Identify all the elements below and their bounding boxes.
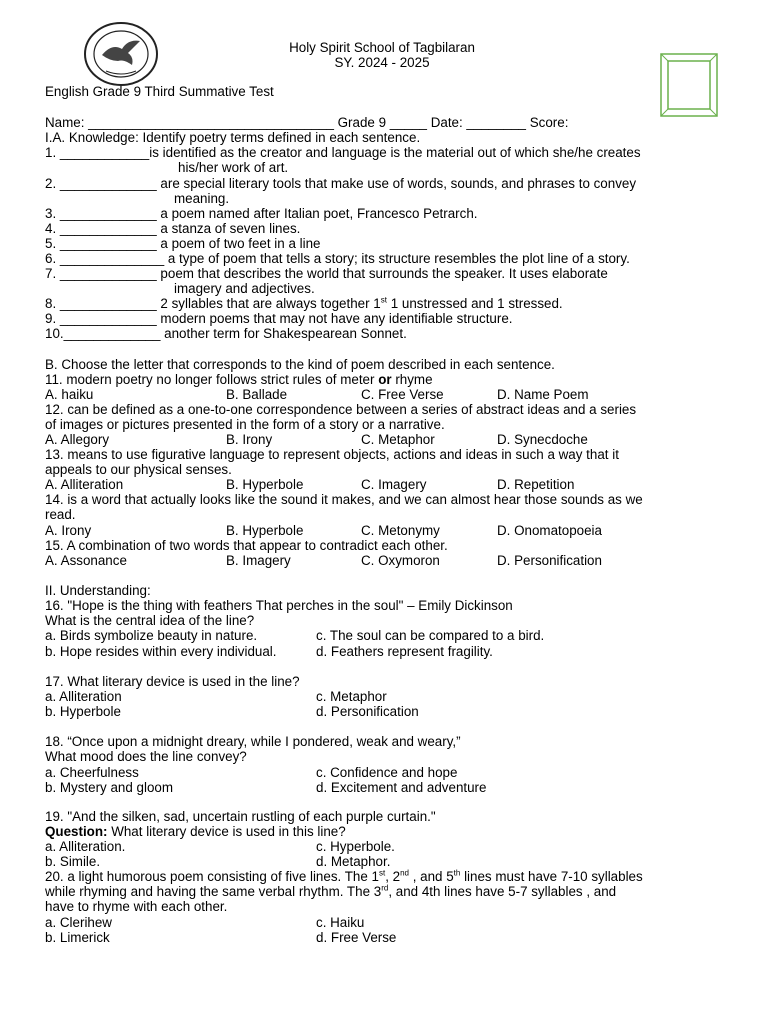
school-name: Holy Spirit School of Tagbilaran — [289, 40, 475, 55]
option[interactable]: b. Limerick — [45, 930, 110, 945]
option[interactable]: C. Free Verse — [361, 387, 444, 402]
option[interactable]: a. Clerihew — [45, 915, 112, 930]
option[interactable]: c. Confidence and hope — [316, 765, 458, 780]
option[interactable]: D. Personification — [497, 553, 602, 568]
option[interactable]: d. Excitement and adventure — [316, 780, 487, 795]
test-title: English Grade 9 Third Summative Test — [45, 84, 274, 99]
option[interactable]: a. Alliteration — [45, 689, 122, 704]
q19: 19. "And the silken, sad, uncertain rustling of each purple curtain." — [45, 809, 436, 824]
option[interactable]: b. Hyperbole — [45, 704, 121, 719]
option[interactable]: c. Metaphor — [316, 689, 387, 704]
q17: 17. What literary device is used in the line? — [45, 674, 300, 689]
option[interactable]: A. haiku — [45, 387, 94, 402]
option[interactable]: d. Metaphor. — [316, 854, 391, 869]
item-9: 9. _____________ modern poems that may not have any identifiable structure. — [45, 311, 513, 326]
option[interactable]: B. Imagery — [226, 553, 291, 568]
q20-cont2: have to rhyme with each other. — [45, 899, 228, 914]
q15: 15. A combination of two words that appear to contradict each other. — [45, 538, 448, 553]
item-6: 6. ______________ a type of poem that tells a story; its structure resembles the plot line of a story. — [45, 251, 630, 266]
item-1-cont: his/her work of art. — [178, 160, 289, 175]
option[interactable]: A. Irony — [45, 523, 92, 538]
school-seal — [82, 21, 160, 87]
q16: 16. "Hope is the thing with feathers That perches in the soul" – Emily Dickinson — [45, 598, 513, 613]
item-10: 10._____________ another term for Shakespearean Sonnet. — [45, 326, 407, 341]
q13: 13. means to use figurative language to represent objects, actions and ideas in such a way that it — [45, 447, 619, 462]
option[interactable]: B. Hyperbole — [226, 523, 304, 538]
item-2-cont: meaning. — [174, 191, 230, 206]
item-3: 3. _____________ a poem named after Italian poet, Francesco Petrarch. — [45, 206, 478, 221]
item-7: 7. _____________ poem that describes the world that surrounds the speaker. It uses elaborate — [45, 266, 608, 281]
option[interactable]: D. Synecdoche — [497, 432, 588, 447]
option[interactable]: C. Metonymy — [361, 523, 440, 538]
school-year: SY. 2024 - 2025 — [334, 55, 430, 70]
option[interactable]: d. Personification — [316, 704, 419, 719]
option[interactable]: a. Birds symbolize beauty in nature. — [45, 628, 258, 643]
option[interactable]: a. Alliteration. — [45, 839, 126, 854]
student-info-line: Name: _________________________________ Grade 9 _____ Date: ________ Score: — [45, 115, 569, 130]
part1-heading: I.A. Knowledge: Identify poetry terms defined in each sentence. — [45, 130, 421, 145]
option[interactable]: b. Simile. — [45, 854, 101, 869]
item-7-cont: imagery and adjectives. — [174, 281, 315, 296]
q20: 20. a light humorous poem consisting of five lines. The 1st, 2nd , and 5th lines must have 7-10 syllables — [45, 868, 643, 884]
option[interactable]: c. The soul can be compared to a bird. — [316, 628, 545, 643]
item-5: 5. _____________ a poem of two feet in a line — [45, 236, 321, 251]
item-8: 8. _____________ 2 syllables that are always together 1st 1 unstressed and 1 stressed. — [45, 295, 563, 311]
option[interactable]: A. Assonance — [45, 553, 127, 568]
q14: 14. is a word that actually looks like the sound it makes, and we can almost hear those sounds as we — [45, 492, 643, 507]
option[interactable]: c. Hyperbole. — [316, 839, 395, 854]
option[interactable]: B. Hyperbole — [226, 477, 304, 492]
q16-question: What is the central idea of the line? — [45, 613, 255, 628]
partB-heading: B. Choose the letter that corresponds to the kind of poem described in each sentence. — [45, 357, 555, 372]
item-1: 1. ____________is identified as the creator and language is the material out of which she/he creates — [45, 145, 641, 160]
part2-heading: II. Understanding: — [45, 583, 151, 598]
q13-cont: appeals to our physical senses. — [45, 462, 232, 477]
option[interactable]: B. Ballade — [226, 387, 288, 402]
option[interactable]: d. Free Verse — [316, 930, 397, 945]
option[interactable]: D. Name Poem — [497, 387, 589, 402]
option[interactable]: C. Metaphor — [361, 432, 435, 447]
item-4: 4. _____________ a stanza of seven lines. — [45, 221, 301, 236]
option[interactable]: A. Allegory — [45, 432, 110, 447]
option[interactable]: C. Oxymoron — [361, 553, 440, 568]
option[interactable]: C. Imagery — [361, 477, 427, 492]
option[interactable]: a. Cheerfulness — [45, 765, 139, 780]
item-2: 2. _____________ are special literary tools that make use of words, sounds, and phrases to convey — [45, 176, 637, 191]
option[interactable]: A. Alliteration — [45, 477, 124, 492]
option[interactable]: B. Irony — [226, 432, 273, 447]
q12-cont: of images or pictures presented in the form of a story or a narrative. — [45, 417, 445, 432]
q20-cont: while rhyming and having the same verbal rhythm. The 3rd, and 4th lines have 5-7 syllables , and — [45, 883, 617, 899]
q19-question: Question: What literary device is used in this line? — [45, 824, 346, 839]
score-box — [660, 53, 718, 117]
q11: 11. modern poetry no longer follows strict rules of meter or rhyme — [45, 372, 433, 387]
q18-question: What mood does the line convey? — [45, 749, 247, 764]
q18: 18. “Once upon a midnight dreary, while I pondered, weak and weary,” — [45, 734, 461, 749]
option[interactable]: D. Repetition — [497, 477, 575, 492]
q12: 12. can be defined as a one-to-one correspondence between a series of abstract ideas and a series — [45, 402, 637, 417]
q14-cont: read. — [45, 507, 76, 522]
option[interactable]: b. Hope resides within every individual. — [45, 644, 277, 659]
option[interactable]: D. Onomatopoeia — [497, 523, 602, 538]
option[interactable]: b. Mystery and gloom — [45, 780, 174, 795]
option[interactable]: c. Haiku — [316, 915, 365, 930]
option[interactable]: d. Feathers represent fragility. — [316, 644, 493, 659]
